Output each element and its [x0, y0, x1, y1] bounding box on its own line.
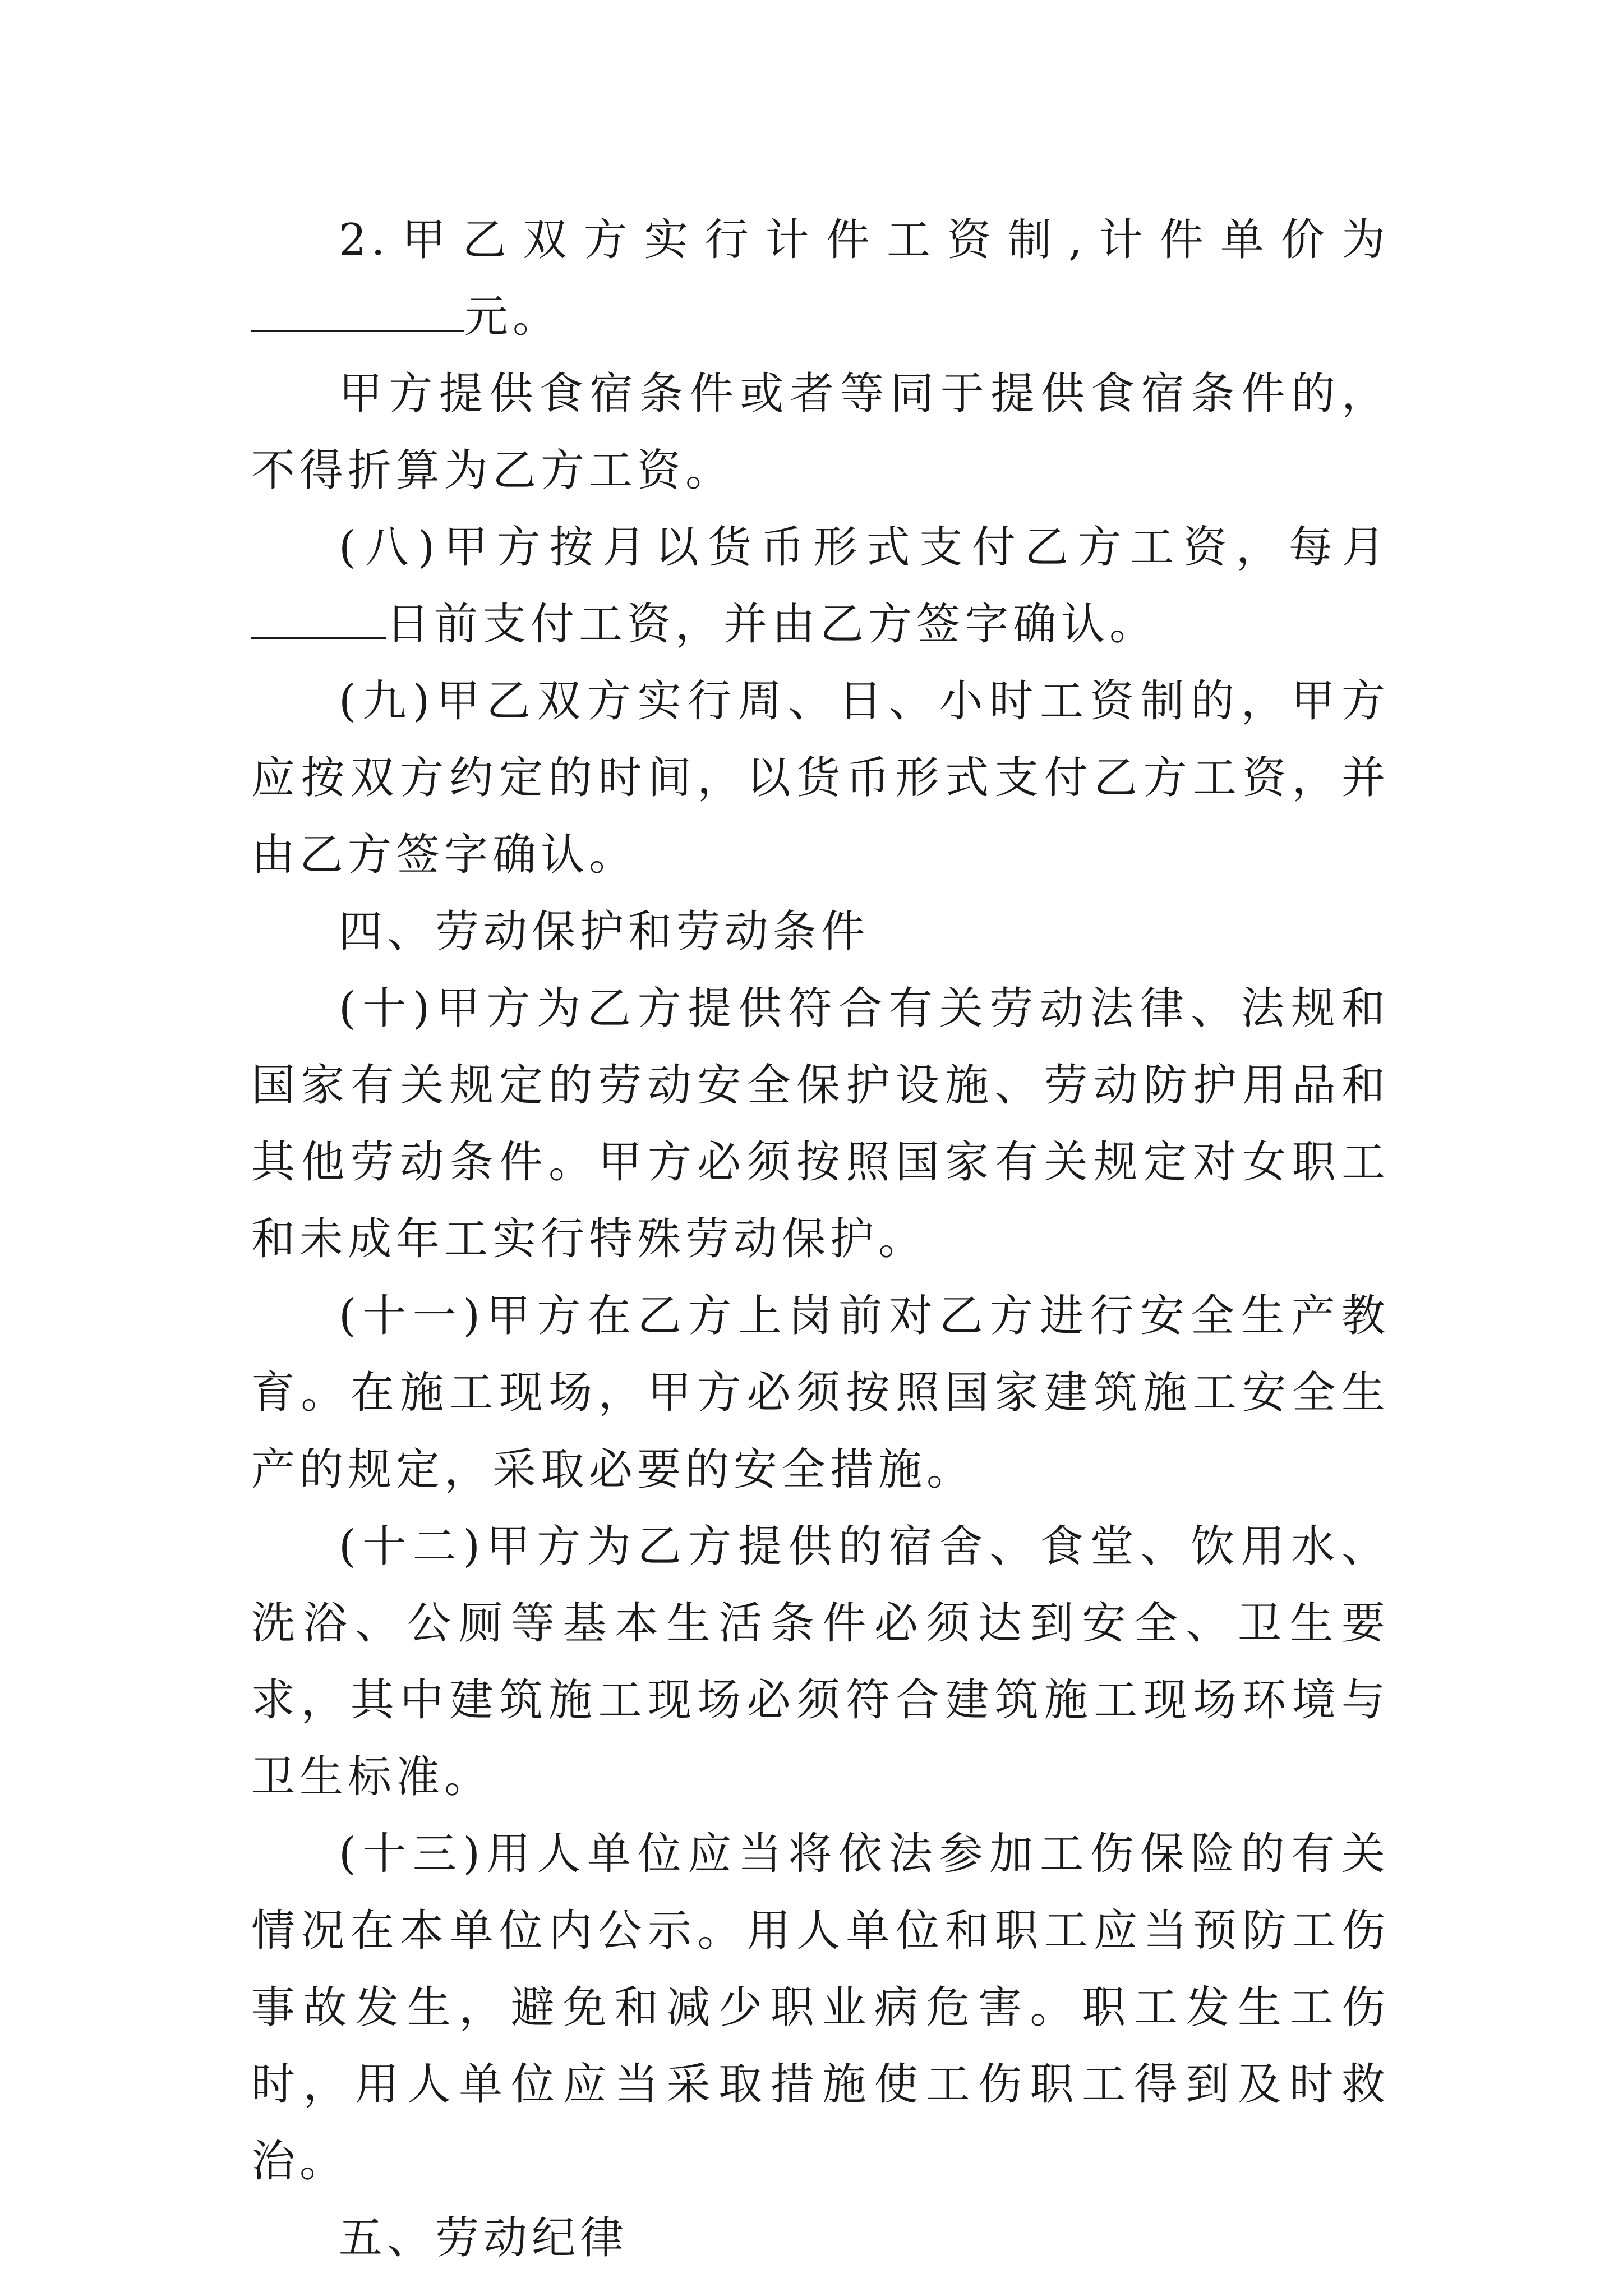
paragraph-clause-9: (九)甲乙双方实行周、日、小时工资制的，甲方应按双方约定的时间，以货币形式支付乙方工资，并由乙方签字确认。 — [251, 676, 1390, 880]
paragraph-clause-10: (十)甲方为乙方提供符合有关劳动法律、法规和国家有关规定的劳动安全保护设施、劳动防护用品和其他劳动条件。甲方必须按照国家有关规定对女职工和未成年工实行特殊劳动保护。 — [251, 983, 1390, 1264]
paragraph-board-lodging: 甲方提供食宿条件或者等同于提供食宿条件的，不得折算为乙方工资。 — [251, 369, 1390, 496]
piece-rate-unit: 元。 — [464, 292, 561, 342]
paragraph-clause-12: (十二)甲方为乙方提供的宿舍、食堂、饮用水、洗浴、公厕等基本生活条件必须达到安全、卫生要求，其中建筑施工现场必须符合建筑施工现场环境与卫生标准。 — [251, 1521, 1390, 1802]
paragraph-clause-13: (十三)用人单位应当将依法参加工伤保险的有关情况在本单位内公示。用人单位和职工应当预防工伤事故发生，避免和减少职业病危害。职工发生工伤时，用人单位应当采取措施使工伤职工得到及时救治。 — [251, 1829, 1390, 2187]
piece-rate-text: 2.甲乙双方实行计件工资制,计件单价为 — [339, 215, 1390, 265]
clause-8-text-end: 日前支付工资，并由乙方签字确认。 — [386, 599, 1158, 650]
clause-8-text: (八)甲方按月以货币形式支付乙方工资，每月 — [339, 522, 1390, 573]
document-body — [251, 202, 1390, 2277]
paragraph-piece-rate — [251, 202, 1390, 356]
paragraph-clause-8 — [251, 509, 1390, 663]
piece-rate-blank — [251, 291, 464, 332]
section-heading-labor-protection: 四、劳动保护和劳动条件 — [339, 907, 870, 957]
pay-day-blank — [251, 598, 386, 639]
section-heading-labor-discipline: 五、劳动纪律 — [339, 2213, 629, 2263]
paragraph-clause-11: (十一)甲方在乙方上岗前对乙方进行安全生产教育。在施工现场，甲方必须按照国家建筑施工安全生产的规定，采取必要的安全措施。 — [251, 1291, 1390, 1495]
